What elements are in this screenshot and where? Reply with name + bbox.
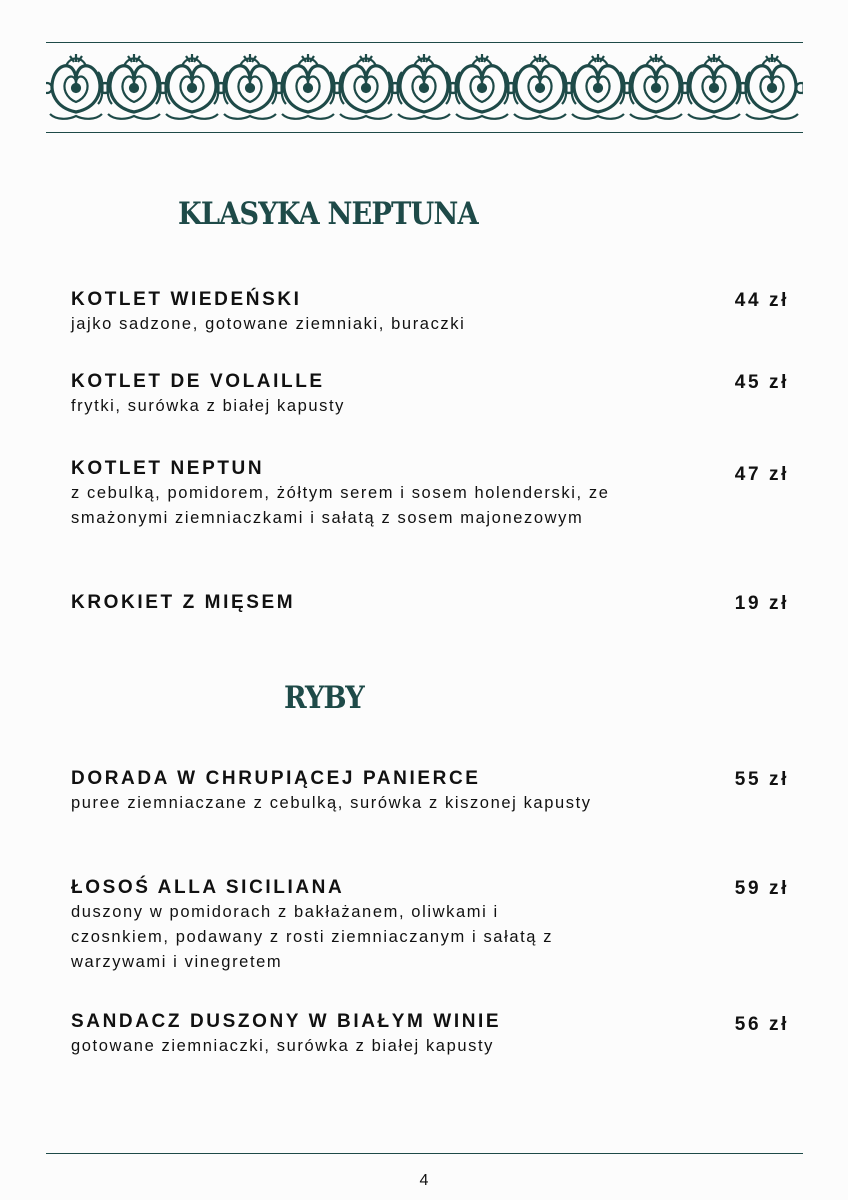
section-title-ryby: RYBY [284, 680, 364, 716]
item-description: duszony w pomidorach z bakłażanem, oliwkami i czosnkiem, podawany z rosti ziemniaczanym i sałatą z warzywami i vinegretem [71, 903, 554, 971]
item-description: z cebulką, pomidorem, żółtym serem i sosem holenderski, ze smażonymi ziemniaczkami i sałatą z sosem majonezowym [71, 484, 610, 527]
bottom-rule [46, 1153, 803, 1154]
item-price: 59 zł [734, 878, 789, 899]
item-name: DORADA W CHRUPIĄCEJ PANIERCE [71, 768, 481, 789]
item-name: KOTLET DE VOLAILLE [71, 371, 325, 392]
item-price: 44 zł [734, 290, 789, 311]
menu-item [71, 876, 791, 975]
folk-ornament-border [46, 52, 803, 124]
section-title-klasyka: KLASYKA NEPTUNA [178, 196, 478, 232]
menu-item [71, 370, 791, 419]
item-price: 45 zł [734, 372, 789, 393]
top-rule [46, 42, 803, 43]
menu-item [71, 591, 791, 615]
menu-item [71, 288, 791, 337]
menu-item [71, 1010, 791, 1059]
item-name: KOTLET WIEDEŃSKI [71, 289, 302, 310]
item-name: KOTLET NEPTUN [71, 458, 265, 479]
ornament-bottom-rule [46, 132, 803, 133]
item-price: 55 zł [734, 769, 789, 790]
item-description: gotowane ziemniaczki, surówka z białej kapusty [71, 1037, 495, 1055]
menu-item [71, 457, 791, 531]
item-name: SANDACZ DUSZONY W BIAŁYM WINIE [71, 1011, 502, 1032]
item-price: 19 zł [734, 593, 789, 614]
item-price: 47 zł [734, 464, 789, 485]
menu-item [71, 767, 791, 816]
item-description: jajko sadzone, gotowane ziemniaki, buraczki [71, 315, 466, 333]
item-description: puree ziemniaczane z cebulką, surówka z kiszonej kapusty [71, 794, 592, 812]
item-description: frytki, surówka z białej kapusty [71, 397, 346, 415]
page-number: 4 [419, 1172, 429, 1189]
item-name: ŁOSOŚ ALLA SICILIANA [71, 877, 345, 898]
item-name: KROKIET Z MIĘSEM [71, 592, 296, 613]
item-price: 56 zł [734, 1014, 789, 1035]
